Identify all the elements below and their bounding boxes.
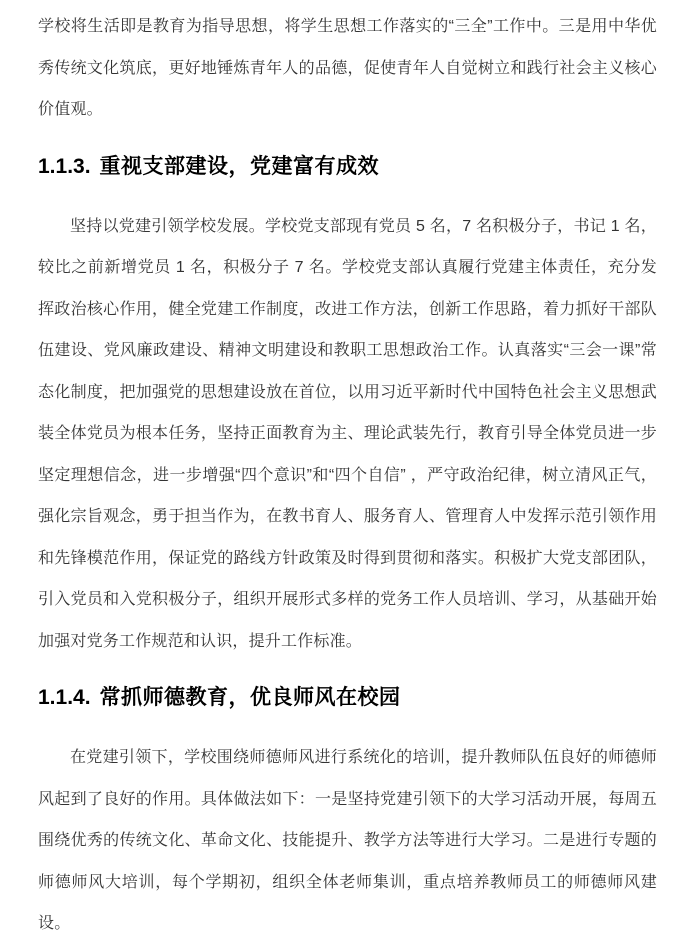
section-number: 1.1.4. (38, 686, 91, 709)
section-number: 1.1.3. (38, 154, 91, 178)
section-1-1-3-paragraph: 坚持以党建引领学校发展。学校党支部现有党员 5 名，7 名积极分子，书记 1 名，较比之前新增党员 1 名，积极分子 7 名。学校党支部认真履行党建主体责任，充分发挥政治核心作用，健全党建工作制度，改进工作方法，创新工作思路，着力抓好干部队伍建设、党风廉政建设、精神文明建设和教职工思想政治工作。认真落实“三会一课”常态化制度，把加强党的思想建设放在首位，以用习近平新时代中国特色社会主义思想武装全体党员为根本任务，坚持正面教育为主、理论武装先行，教育引导全体党员进一步坚定理想信念，进一步增强“四个意识”和“四个自信” ，严守政治纪律，树立清风正气，强化宗旨观念，勇于担当作为，在教书育人、服务育人、管理育人中发挥示范引领作用和先锋模范作用，保证党的路线方针政策及时得到贯彻和落实。积极扩大党支部团队，引入党员和入党积极分子，组织开展形式多样的党务工作人员培训、学习，从基础开始加强对党务工作规范和认识，提升工作标准。 (38, 217, 657, 650)
section-title: 常抓师德教育，优良师风在校园 (99, 686, 401, 709)
section-title: 重视支部建设，党建富有成效 (99, 154, 380, 178)
intro-paragraph: 学校将生活即是教育为指导思想，将学生思想工作落实的“三全”工作中。三是用中华优秀传统文化筑底，更好地锤炼青年人的品德，促使青年人自觉树立和践行社会主义核心价值观。 (38, 18, 657, 118)
section-heading-1-1-3 (38, 152, 657, 182)
section-heading-1-1-4 (38, 683, 657, 713)
section-1-1-4-paragraph: 在党建引领下，学校围绕师德师风进行系统化的培训，提升教师队伍良好的师德师风起到了良好的作用。具体做法如下：一是坚持党建引领下的大学习活动开展，每周五围绕优秀的传统文化、革命文化、技能提升、教学方法等进行大学习。二是进行专题的师德师风大培训，每个学期初，组织全体老师集训，重点培养教师员工的师德师风建设。 (38, 749, 657, 932)
